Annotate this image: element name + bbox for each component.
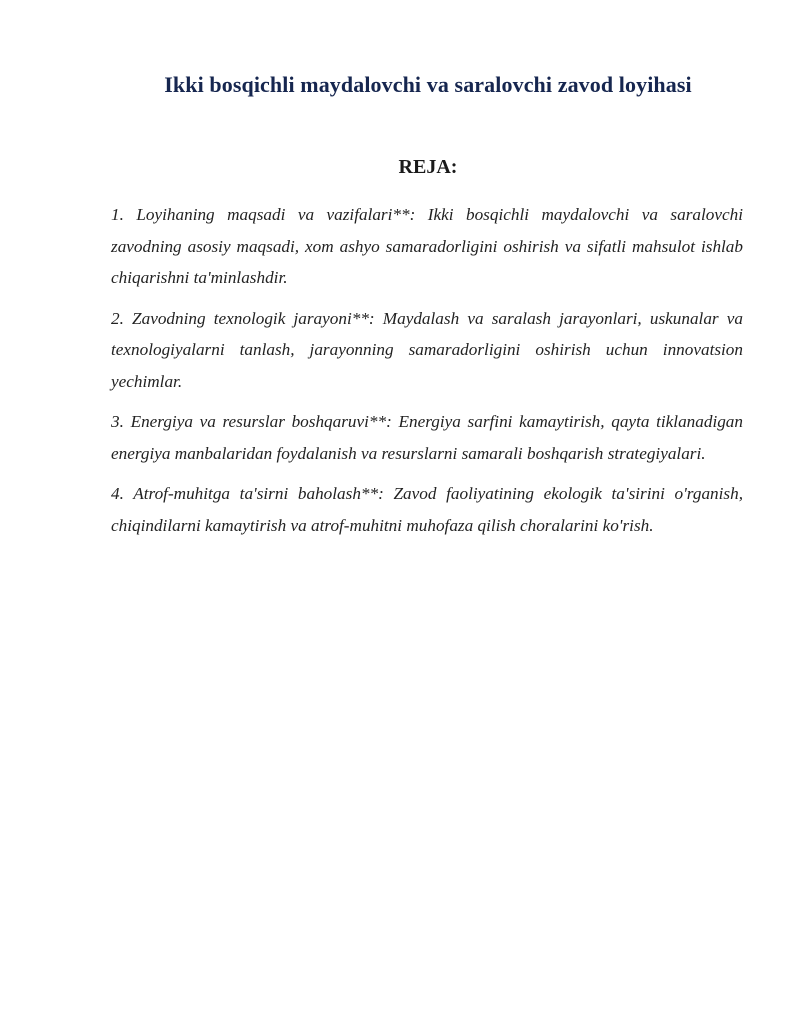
plan-heading: REJA: [398, 156, 458, 178]
plan-item-1: 1. Loyihaning maqsadi va vazifalari**: Ikki bosqichli maydalovchi va saralovchi zavodning asosiy maqsadi, xom ashyo samaradorligini oshirish va sifatli mahsulot ishlab chiqarishni ta'minlashdir. [111, 205, 743, 287]
document-title: Ikki bosqichli maydalovchi va saralovchi zavod loyihasi [164, 72, 692, 97]
plan-item-3: 3. Energiya va resurslar boshqaruvi**: Energiya sarfini kamaytirish, qayta tiklanadigan energiya manbalaridan foydalanish va resurslarni samarali boshqarish strategiyalari. [111, 412, 743, 463]
plan-item-4: 4. Atrof-muhitga ta'sirni baholash**: Zavod faoliyatining ekologik ta'sirini o'rganish, chiqindilarni kamaytirish va atrof-muhitni muhofaza qilish choralarini ko'rish. [111, 484, 743, 535]
plan-list [111, 199, 743, 550]
plan-item-2: 2. Zavodning texnologik jarayoni**: Maydalash va saralash jarayonlari, uskunalar va texnologiyalarni tanlash, jarayonning samaradorligini oshirish uchun innovatsion yechimlar. [111, 308, 743, 391]
